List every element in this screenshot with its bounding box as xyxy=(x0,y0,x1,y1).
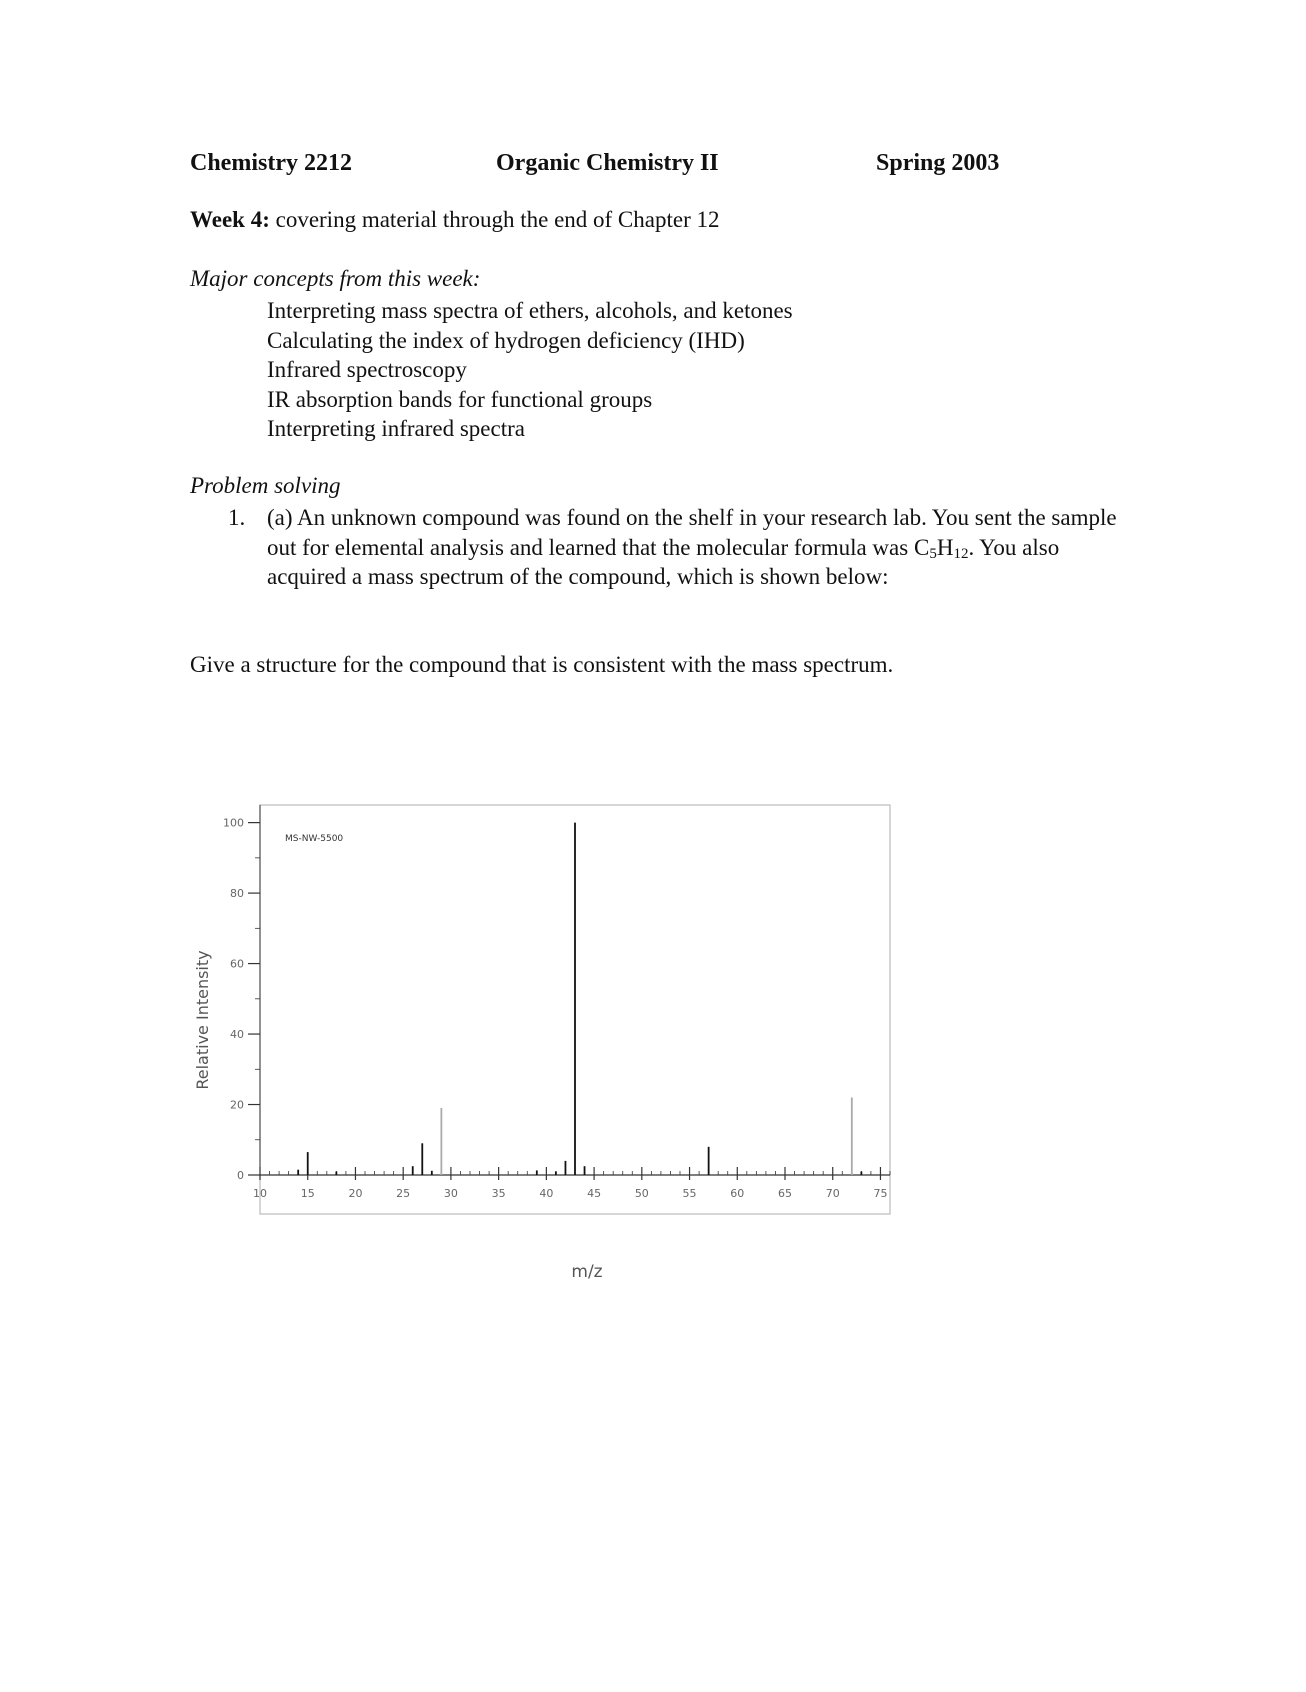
chart-annotation: MS-NW-5500 xyxy=(285,834,344,844)
x-tick-label: 75 xyxy=(873,1187,888,1200)
y-axis-label: Relative Intensity xyxy=(193,950,212,1090)
week-label: Week 4: xyxy=(190,207,270,232)
y-tick-label: 100 xyxy=(223,816,244,830)
concepts-list xyxy=(267,296,793,444)
x-tick-label: 65 xyxy=(778,1187,792,1200)
x-tick-label: 10 xyxy=(253,1187,267,1200)
concept-item: Infrared spectroscopy xyxy=(267,357,467,382)
formula-c-sub: 5 xyxy=(929,545,937,562)
problem-text-2: . You also acquired a mass spectrum of the compound, which is shown below: xyxy=(267,534,1060,589)
concept-item: Interpreting mass spectra of ethers, alcohols, and ketones xyxy=(267,298,793,323)
x-tick-label: 40 xyxy=(539,1187,554,1200)
x-tick-label: 20 xyxy=(348,1187,363,1200)
concepts-heading: Major concepts from this week: xyxy=(190,266,481,291)
concept-item: Interpreting infrared spectra xyxy=(267,416,525,441)
x-tick-label: 45 xyxy=(587,1187,602,1200)
x-tick-label: 15 xyxy=(300,1187,315,1200)
week-line xyxy=(190,207,720,233)
course-number: Chemistry 2212 xyxy=(190,150,352,176)
course-term: Spring 2003 xyxy=(876,150,1000,176)
x-tick-label: 25 xyxy=(396,1187,411,1200)
x-tick-label: 55 xyxy=(682,1187,697,1200)
chart-axes xyxy=(223,805,890,1200)
formula xyxy=(914,535,968,560)
problem-solving-heading: Problem solving xyxy=(190,473,341,498)
problem-text-1: An unknown compound was found on the shelf in your research lab. You sent the sample out for elemental analysis and learned that the molecular formula was xyxy=(267,505,1117,560)
x-axis-label: m/z xyxy=(571,1262,603,1282)
x-tick-label: 60 xyxy=(730,1187,745,1200)
formula-h-sub: 12 xyxy=(953,545,969,562)
y-tick-label: 20 xyxy=(230,1098,244,1112)
course-header xyxy=(190,150,1070,182)
course-title: Organic Chemistry II xyxy=(496,150,719,176)
x-tick-label: 35 xyxy=(491,1187,506,1200)
x-tick-label: 30 xyxy=(443,1187,458,1200)
problem-part: (a) xyxy=(267,505,293,530)
x-tick-label: 70 xyxy=(825,1187,840,1200)
concept-item: Calculating the index of hydrogen deficiency (IHD) xyxy=(267,327,745,353)
y-tick-label: 40 xyxy=(230,1028,244,1042)
mass-spectrum-chart xyxy=(180,795,940,1305)
formula-h: H xyxy=(936,534,954,560)
y-tick-label: 60 xyxy=(230,957,244,971)
instruction: Give a structure for the compound that is consistent with the mass spectrum. xyxy=(190,652,894,677)
y-tick-label: 0 xyxy=(237,1169,244,1182)
x-tick-label: 50 xyxy=(634,1187,649,1200)
problem-text xyxy=(267,503,1127,592)
y-tick-label: 80 xyxy=(230,887,244,901)
formula-c: C xyxy=(913,534,930,560)
chart-peaks xyxy=(298,823,861,1175)
problem-number: 1. xyxy=(228,505,246,530)
concept-item: IR absorption bands for functional groups xyxy=(267,386,653,412)
week-text: covering material through the end of Chapter 12 xyxy=(269,207,720,232)
